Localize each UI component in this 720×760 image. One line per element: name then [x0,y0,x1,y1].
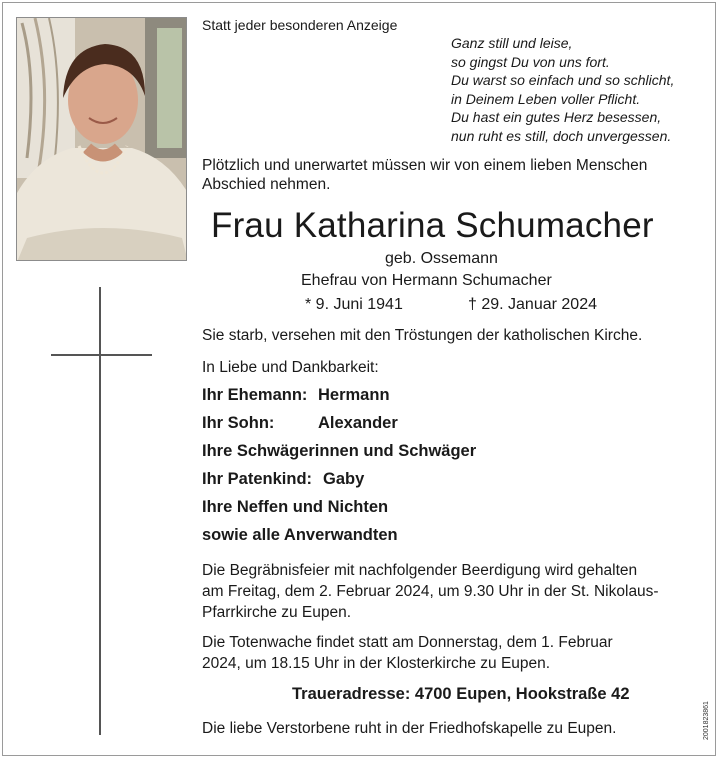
spouse-line: Ehefrau von Hermann Schumacher [301,272,552,289]
wake-line: 2024, um 18.15 Uhr in der Klosterkirche zu Eupen. [202,655,551,672]
funeral-line: Pfarrkirche zu Eupen. [202,604,352,621]
maiden-name: geb. Ossemann [385,250,498,267]
mourner-role: Ihr Sohn: [202,414,275,432]
cross-bar [51,354,152,356]
notice-header: Statt jeder besonderen Anzeige [202,17,398,33]
wake-line: Die Totenwache findet statt am Donnerstag, dem 1. Februar [202,634,613,651]
funeral-line: am Freitag, dem 2. Februar 2024, um 9.30 Uhr in der St. Nikolaus- [202,583,659,600]
mourner-role: Ihr Ehemann: [202,386,308,404]
poem-line: Du warst so einfach und so schlicht, [451,72,675,88]
birth-date: * 9. Juni 1941 [305,296,403,313]
funeral-line: Die Begräbnisfeier mit nachfolgender Beerdigung wird gehalten [202,562,638,579]
mourner-role: sowie alle Anverwandten [202,526,398,544]
mourner-name: Alexander [318,414,398,432]
poem-line: so gingst Du von uns fort. [451,53,610,70]
portrait-photo [16,17,187,261]
mourner-name: Hermann [318,386,390,404]
poem-line: Ganz still und leise, [451,35,573,51]
poem-line: in Deinem Leben voller Pflicht. [451,90,641,107]
ad-code: 2001823861 [703,701,710,740]
gratitude-line: In Liebe und Dankbarkeit: [202,359,379,376]
poem-line: nun ruht es still, doch unvergessen. [451,127,672,144]
intro-line: Plötzlich und unerwartet müssen wir von einem lieben Menschen [202,157,648,174]
death-date: † 29. Januar 2024 [468,296,597,313]
poem-line: Du hast ein gutes Herz besessen, [451,109,662,125]
deceased-name: Frau Katharina Schumacher [211,206,654,245]
mourner-role: Ihre Neffen und Nichten [202,498,389,516]
resting-place-line: Die liebe Verstorbene ruht in der Friedhofskapelle zu Eupen. [202,720,617,737]
mourner-role: Ihr Patenkind: [202,470,313,488]
mourner-role: Ihre Schwägerinnen und Schwäger [202,442,477,460]
poem [451,34,674,145]
mourning-address: Traueradresse: 4700 Eupen, Hookstraße 42 [292,685,630,703]
sacrament-line: Sie starb, versehen mit den Tröstungen der katholischen Kirche. [202,327,643,344]
mourner-name: Gaby [323,470,365,488]
portrait-image [17,18,187,261]
intro-line: Abschied nehmen. [202,176,331,193]
